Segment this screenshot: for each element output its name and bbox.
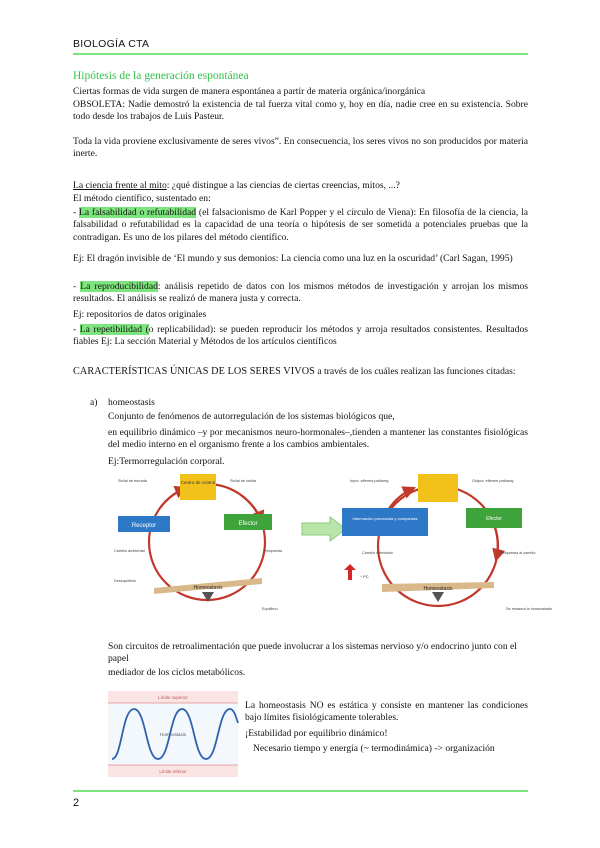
change-label: Cambio detectado xyxy=(362,551,393,555)
imbalance-label: Desequilibrio xyxy=(114,579,136,583)
heading-caps: CARACTERÍSTICAS ÚNICAS DE LOS SERES VIVOS xyxy=(73,366,315,377)
response-label: Respuesta xyxy=(264,549,283,553)
bullet-dash: - xyxy=(73,207,79,218)
page-number: 2 xyxy=(73,797,80,809)
bullet-dash: - xyxy=(73,281,81,292)
running-header: BIOLOGÍA CTA xyxy=(73,38,150,50)
paragraph-vida: Toda la vida proviene exclusivamente de seres vivos”. En consecuencia, los seres vivos no son producidos por materia inerte. xyxy=(73,136,528,160)
highlight-falsabilidad: La falsabilidad o refutabilidad xyxy=(79,207,197,218)
definition-line1: Conjunto de fenómenos de autorregulación de los sistemas biológicos que, xyxy=(108,411,395,422)
signal-out-label: Señal de salida xyxy=(230,479,256,483)
paragraph-ciencia-mito xyxy=(73,180,528,192)
bullet-repetibilidad xyxy=(73,324,528,349)
example-dragon: Ej: El dragón invisible de ‘El mundo y sus demonios: La ciencia como una luz en la oscuridad’ (Carl Sagan, 1995) xyxy=(73,253,513,264)
highlight-repetibilidad: La repetibilidad ( xyxy=(79,324,149,335)
side-text-1: La homeostasis NO es estática y consiste en mantener las condiciones bajo límites fisiológicamente tolerables. xyxy=(245,700,528,724)
bullet-text: (el falsacionismo de Karl Popper y el círculo de Viena): En filosofía de la ciencia, la falsabilidad o refutabilidad es la capacidad de una teoría o hipótesis de ser sometida a potenciales pruebas que la contradigan. Es uno de los pilares del método científico. xyxy=(73,207,529,243)
definition-line2: en equilibrio dinámico –y por mecanismos neuro-hormonales–,tienden a mantener las constantes fisiológicas del medio interno en el organismo frente a los cambios ambientales. xyxy=(108,427,528,451)
up-arrow-icon xyxy=(344,564,356,580)
side-text-3: Necesario tiempo y energía (~ termodinámica) -> organización xyxy=(253,743,495,754)
item-homeostasis: homeostasis xyxy=(108,397,155,408)
header-rule xyxy=(73,53,528,55)
middle-label: Homeostasis xyxy=(159,732,187,737)
bullet-reproducibilidad xyxy=(73,281,528,306)
bullet-text: o replicabilidad): se pueden reproducir los métodos y arroja resultados consistentes. Resultados fiables Ej: La sección Material y Métodos de los artículos científicos xyxy=(73,324,528,348)
homeostasis-wave-chart xyxy=(108,691,238,777)
upper-label: Límite superior xyxy=(158,695,188,700)
homeostasis-plank-label: Homeostasis xyxy=(423,586,453,592)
balance-label: Equilibrio xyxy=(262,607,278,611)
homeostasis-plank-label: Homeostasis xyxy=(193,585,223,591)
up-label: ↑ PC xyxy=(360,574,369,579)
highlight-reproducibilidad: La reproducibilidad xyxy=(80,281,158,292)
paragraph-circuitos: Son circuitos de retroalimentación que puede involucrar a los sistemas nervioso y/o endocrino junto con el papel xyxy=(108,641,517,665)
footer-rule xyxy=(73,790,528,792)
center-box xyxy=(342,508,428,536)
output-label: Output: efferent pathway xyxy=(472,479,514,483)
bullet-text: : análisis repetido de datos con los mismos métodos de investigación y arrojan los mismos resultados. El análisis se realizó de manera justa y correcta. xyxy=(73,281,529,305)
effector-label: Efector xyxy=(238,521,258,527)
input-label: Input: afferent pathway xyxy=(350,479,389,483)
example-repositorios: Ej: repositorios de datos originales xyxy=(73,309,207,320)
homeostasis-diagram-right xyxy=(338,470,553,626)
heading-rest: a través de los cuáles realizan las funciones citadas: xyxy=(314,366,516,377)
list-marker: a) xyxy=(90,397,98,408)
receptor-label: Receptor xyxy=(131,523,157,529)
underlined-lead: La ciencia frente al mito xyxy=(73,180,167,191)
lower-label: Límite inferior xyxy=(159,769,187,774)
paragraph-mediador: mediador de los ciclos metabólicos. xyxy=(108,667,246,678)
bullet-falsabilidad xyxy=(73,207,528,244)
return-label: Se restaura la homeostasis xyxy=(506,607,553,611)
signal-in-label: Señal de entrada xyxy=(118,479,147,483)
homeostasis-diagram-left xyxy=(112,470,312,620)
paragraph-method: El método científico, sustentado en: xyxy=(73,193,211,204)
seesaw-fulcrum xyxy=(432,592,444,602)
definition-example: Ej:Termorregulación corporal. xyxy=(108,456,225,467)
control-center-label: Centro de control xyxy=(180,480,216,485)
center-label: Información procesada y comparada xyxy=(352,516,418,521)
heading-caracteristicas xyxy=(73,366,528,378)
stimulus-label: Cambio ambiental xyxy=(114,549,145,553)
control-center-box xyxy=(180,474,216,500)
effector-label: Efector xyxy=(486,516,502,522)
section-title: Hipótesis de la generación espontánea xyxy=(73,70,249,82)
paragraph-obsoleta: OBSOLETA: Nadie demostró la existencia de tal fuerza vital como y, hoy en día, nadie cree en su existencia. Sobre todo desde los trabajos de Luis Pasteur. xyxy=(73,99,528,123)
side-text-2: ¡Estabilidad por equilibrio dinámico! xyxy=(245,728,388,739)
bullet-dash: - xyxy=(73,324,80,335)
paragraph-generation: Ciertas formas de vida surgen de manera espontánea a partir de materia orgánica/inorgánica xyxy=(73,86,426,97)
response-label: Respuesta al cambio xyxy=(500,551,536,555)
control-center-box xyxy=(418,474,458,502)
lead-rest: : ¿qué distingue a las ciencias de ciertas creencias, mitos, ...? xyxy=(166,180,400,191)
